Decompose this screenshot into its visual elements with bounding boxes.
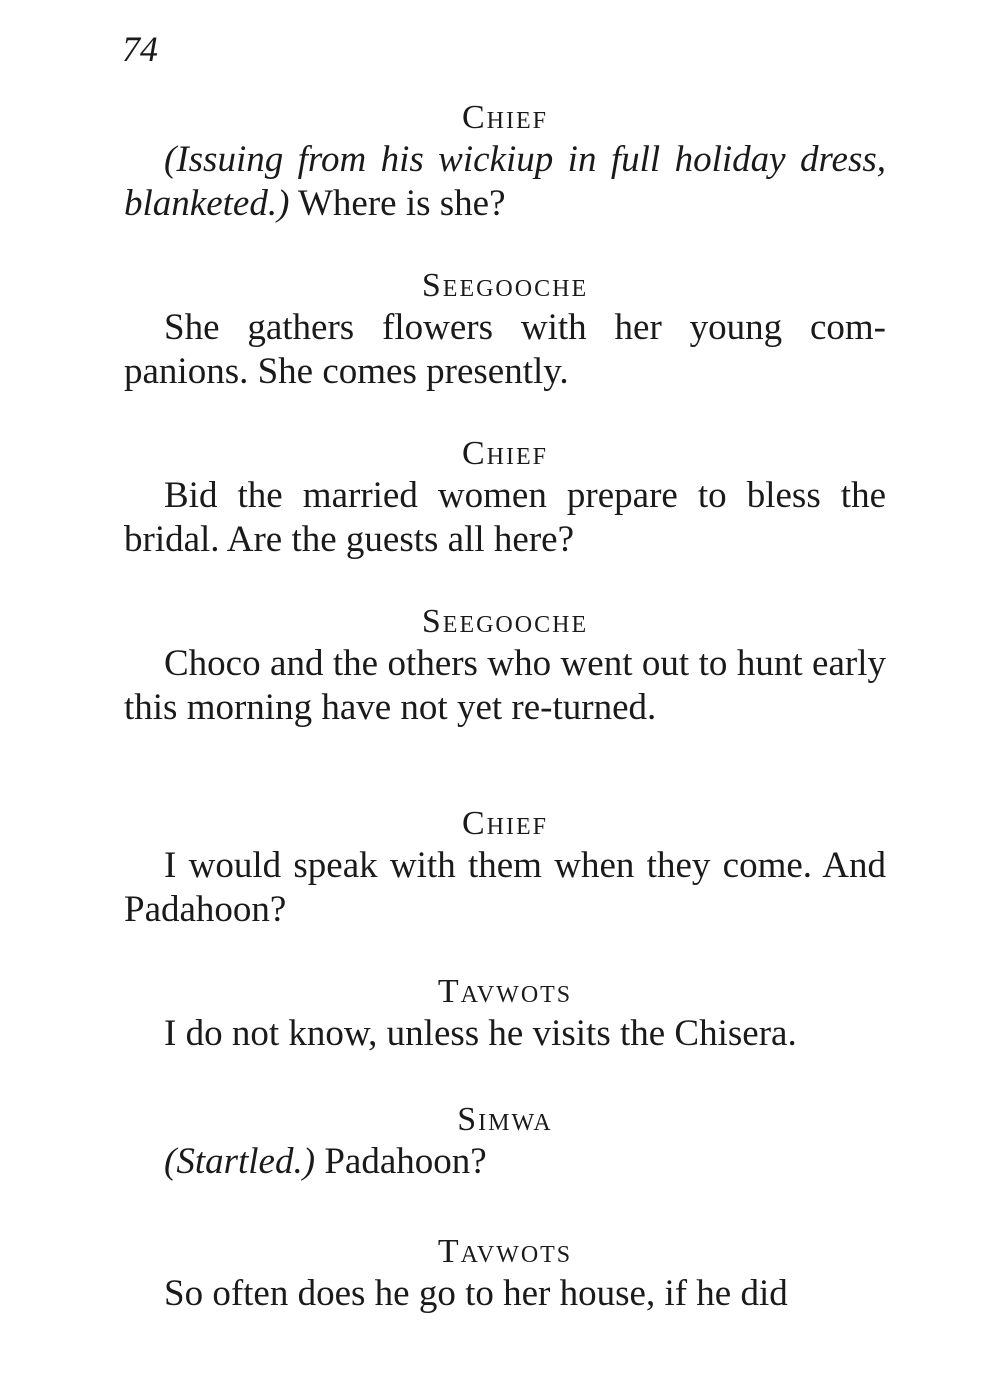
- speaker-name: Chief: [461, 805, 548, 842]
- speaker-name: Seegooche: [421, 603, 589, 640]
- dialogue-entry: [124, 98, 886, 226]
- speech-line: Choco and the others who went out to hunt early this morning have not yet re-turned.: [124, 643, 886, 728]
- speech-line: Bid the married women prepare to bless the bridal. Are the guests all here?: [124, 475, 886, 560]
- dialogue-entry: [124, 266, 886, 394]
- speaker-name: Chief: [461, 99, 548, 136]
- dialogue-entry: [124, 972, 886, 1056]
- speaker-name: Tavwots: [437, 973, 573, 1010]
- speaker-name: Tavwots: [437, 1233, 573, 1270]
- speech-line: I do not know, unless he visits the Chisera.: [164, 1013, 797, 1054]
- speech-line: I would speak with them when they come. And Padahoon?: [124, 845, 886, 930]
- speaker-name: Seegooche: [421, 267, 589, 304]
- speaker-name: Chief: [461, 435, 548, 472]
- dialogue-entry: [124, 434, 886, 562]
- speaker-name: Simwa: [457, 1101, 553, 1138]
- page-number: 74: [122, 29, 158, 69]
- dialogue-entry: [124, 1232, 886, 1316]
- speech-text: [124, 1140, 886, 1184]
- speech-line: Padahoon?: [315, 1141, 487, 1182]
- stage-direction: (Startled.): [164, 1141, 316, 1182]
- dialogue-entry: [124, 602, 886, 730]
- stage-direction: (Issuing from his wickiup in full holiday dress, blanketed.): [124, 139, 886, 224]
- dialogue-entry: [124, 1100, 886, 1184]
- dialogue-entry: [124, 804, 886, 932]
- speech-line: She gathers flowers with her young com-panions. She comes presently.: [124, 307, 886, 392]
- speech-text: [124, 138, 886, 226]
- speech-line: Where is she?: [289, 183, 506, 224]
- speech-line: So often does he go to her house, if he did: [164, 1273, 788, 1314]
